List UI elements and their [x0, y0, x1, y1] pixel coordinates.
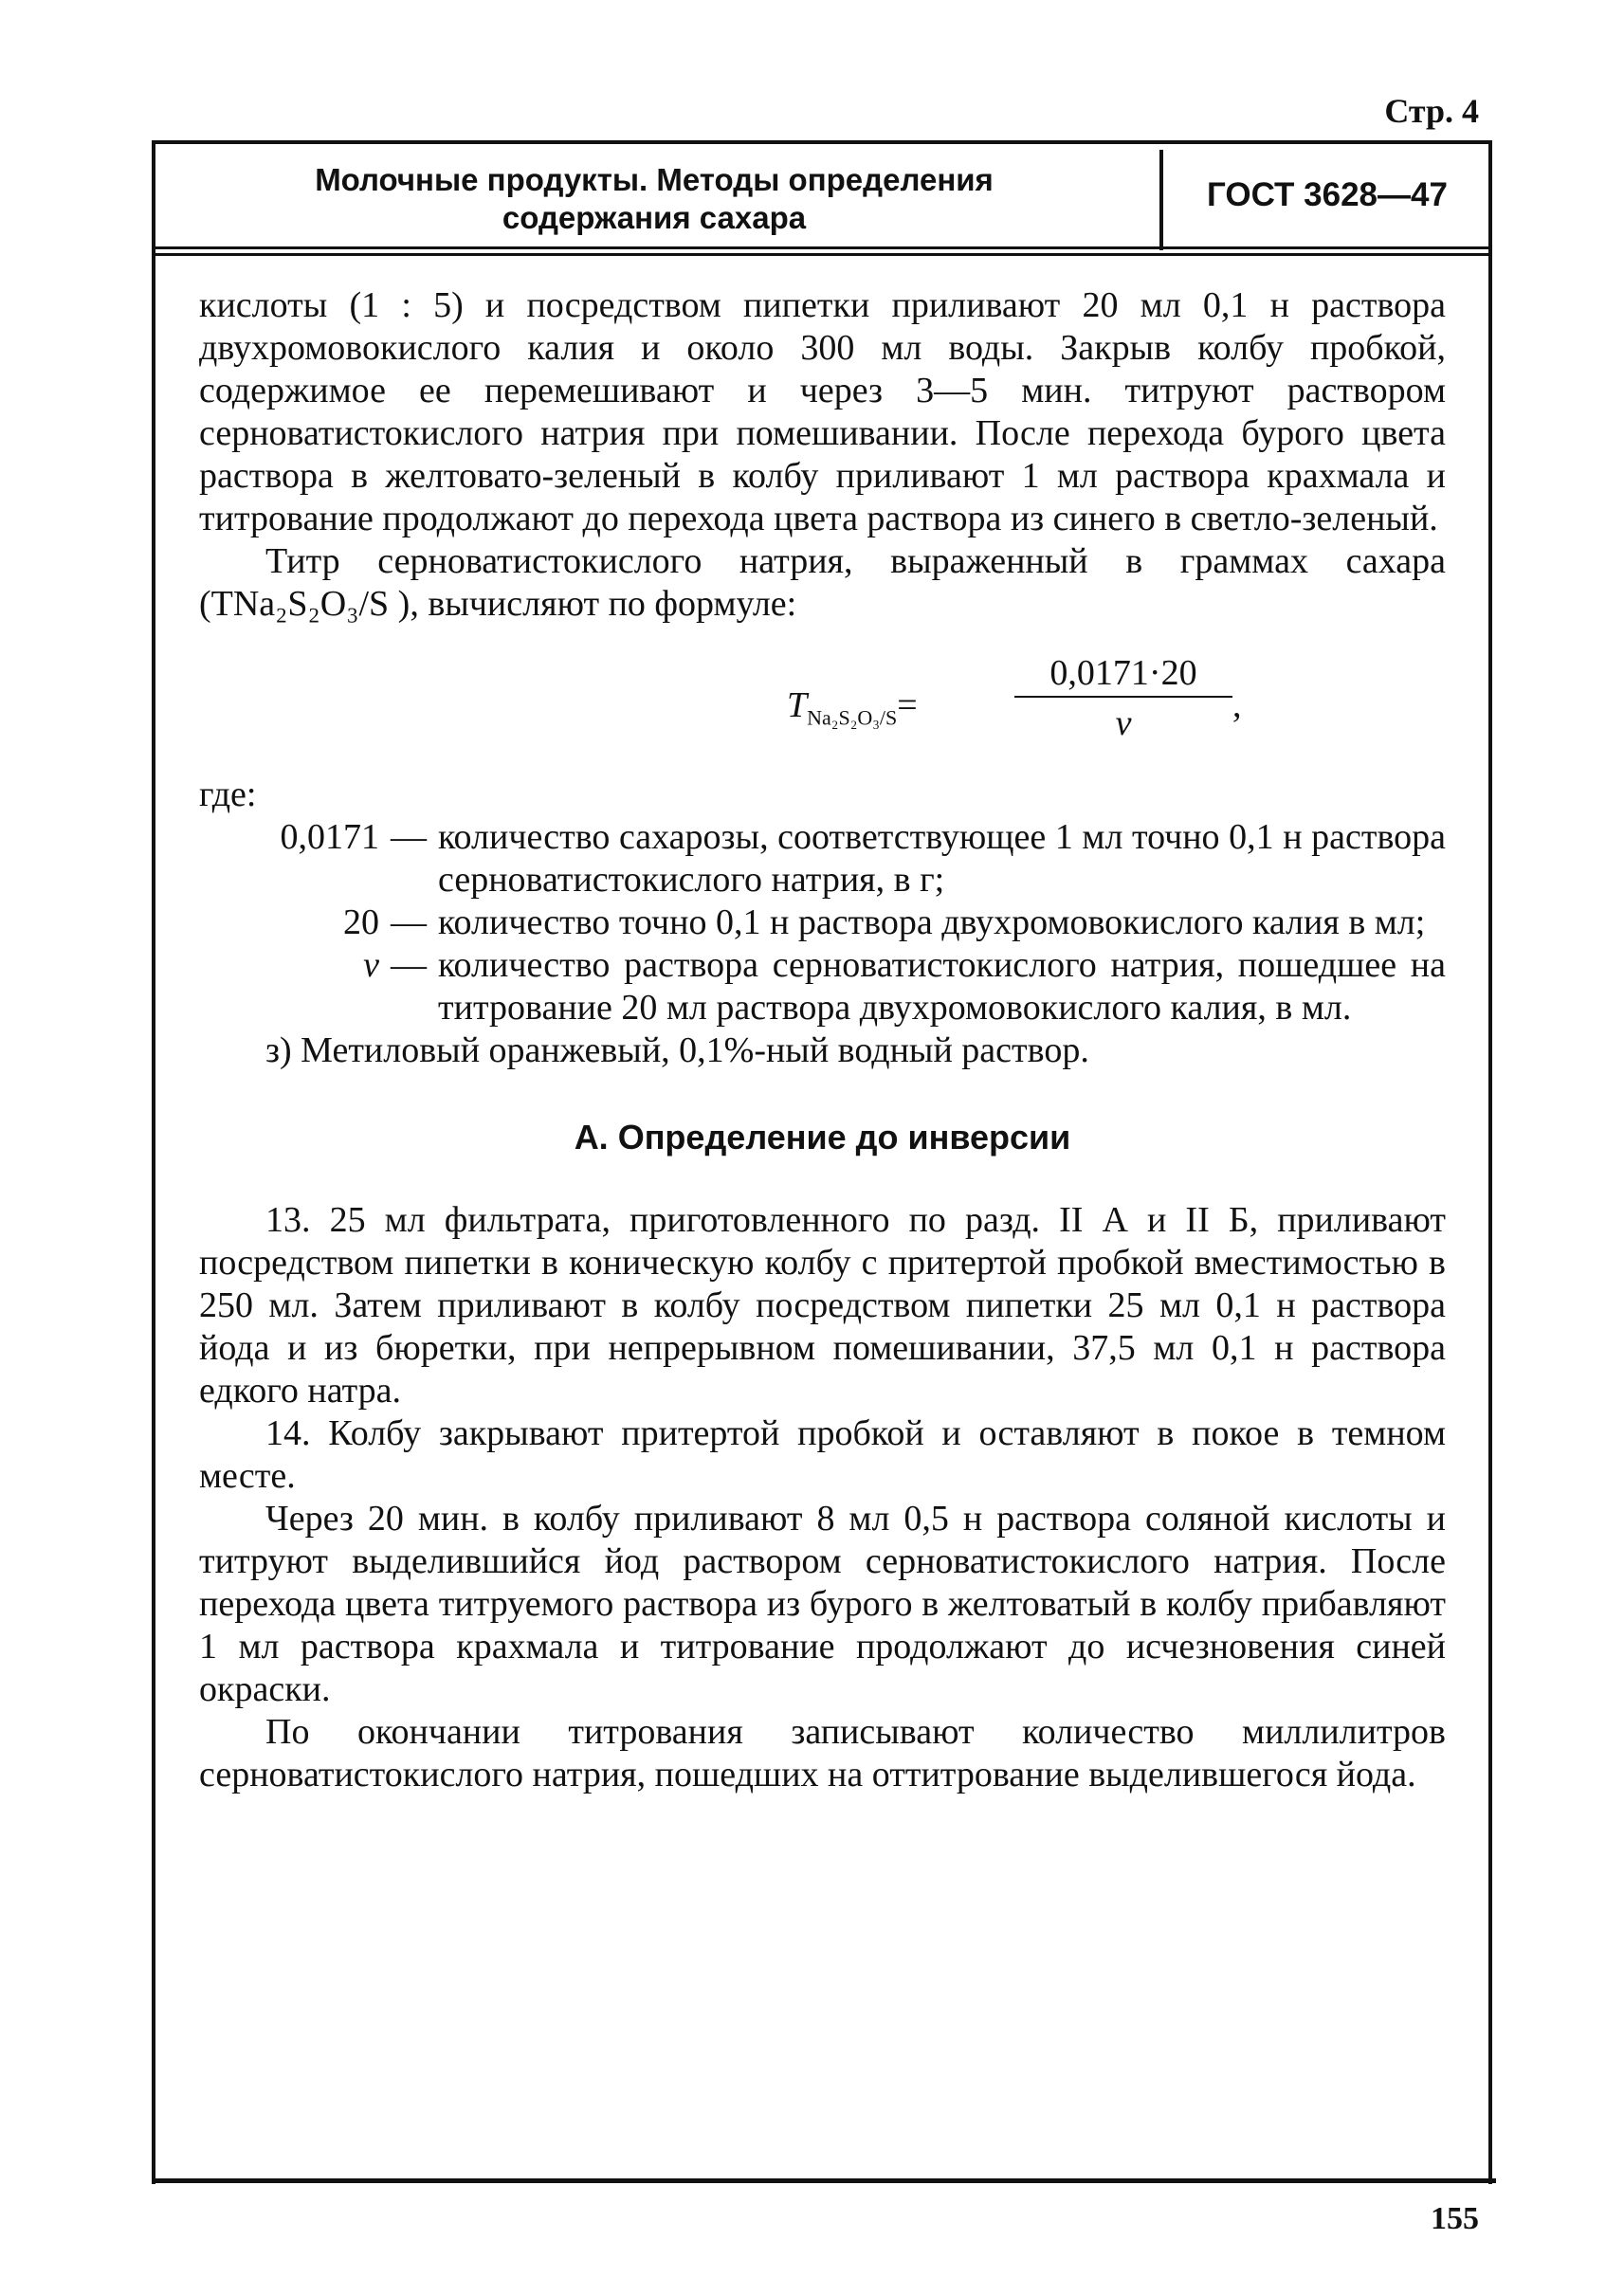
document-header	[152, 144, 1492, 254]
paragraph-titer: Титр серноватистокислого натрия, выраженный в граммах сахара (TNa₂S₂O₃/S ), вычисляют по формуле:	[199, 541, 1446, 624]
formula-numerator: 0,0171·20	[1014, 650, 1232, 698]
page-label: Стр. 4	[1384, 92, 1479, 130]
definition-dash: —	[391, 817, 427, 857]
paragraph-16: По окончании титрования записывают количество миллилитров серноватистокислого натрия, пошедших на оттитрование выделившегося йода.	[199, 1712, 1446, 1794]
definition-text: количество сахарозы, соответствующее 1 мл точно 0,1 н раствора серноватистокислого натрия, в г;	[438, 817, 1446, 900]
page-content	[199, 284, 1446, 1796]
header-divider	[1159, 150, 1163, 250]
where-label: где:	[199, 774, 257, 814]
definition-item	[199, 944, 1446, 1029]
definition-key: 20	[343, 902, 379, 942]
section-heading: А. Определение до инверсии	[574, 1118, 1071, 1157]
header-rule-top	[152, 246, 1492, 249]
definition-item	[199, 902, 1446, 944]
standard-code: ГОСТ 3628—47	[1207, 176, 1448, 213]
titer-formula	[199, 650, 1446, 762]
header-title-line-2: содержания сахара	[502, 200, 807, 235]
header-title-line-1: Молочные продукты. Методы определения	[315, 162, 994, 197]
definition-dash: —	[391, 945, 427, 985]
header-rule-bottom	[152, 253, 1492, 256]
formula-fraction	[1014, 650, 1232, 749]
formula-symbol: T	[787, 685, 808, 725]
formula-equals: =	[897, 685, 918, 725]
definition-key: 0,0171	[280, 817, 379, 857]
definition-text: количество точно 0,1 н раствора двухромовокислого калия в мл;	[438, 902, 1426, 942]
definition-item	[199, 816, 1446, 902]
definitions-list	[199, 816, 1446, 1029]
formula-subscript: Na₂S₂O₃/S	[807, 705, 898, 730]
definition-dash: —	[391, 902, 427, 942]
formula-lhs	[787, 684, 918, 731]
paragraph-continuation: кислоты (1 : 5) и посредством пипетки приливают 20 мл 0,1 н раствора двухромовокислого калия и около 300 мл воды. Закрыв колбу пробкой, содержимое ее перемешивают и через 3—5 мин. титруют раствором серноватистокислого натрия при помешивании. После перехода бурого цвета раствора в желтовато-зеленый в колбу приливают 1 мл раствора крахмала и титрование продолжают до перехода цвета раствора из синего в светло-зеленый.	[199, 285, 1446, 538]
frame-bottom-rule	[152, 2178, 1496, 2183]
page-number: 155	[1431, 2201, 1479, 2236]
definition-key: v	[363, 945, 379, 985]
item-z: з) Метиловый оранжевый, 0,1%-ный водный раствор.	[265, 1030, 1089, 1070]
formula-denominator: v	[1115, 703, 1132, 743]
definition-text: количество раствора серноватистокислого натрия, пошедшее на титрование 20 мл раствора двухромовокислого калия, в мл.	[438, 945, 1446, 1028]
paragraph-14: 14. Колбу закрывают притертой пробкой и оставляют в покое в темном месте.	[199, 1413, 1446, 1496]
header-title	[152, 161, 1157, 237]
paragraph-13: 13. 25 мл фильтрата, приготовленного по разд. II А и II Б, приливают посредством пипетки в коническую колбу с притертой пробкой вместимостью в 250 мл. Затем приливают в колбу посредством пипетки 25 мл 0,1 н раствора йода и из бюретки, при непрерывном помешивании, 37,5 мл 0,1 н раствора едкого натра.	[199, 1200, 1446, 1411]
formula-tail: ,	[1232, 685, 1242, 725]
paragraph-15: Через 20 мин. в колбу приливают 8 мл 0,5 н раствора соляной кислоты и титруют выделившийся йод раствором серноватистокислого натрия. После перехода цвета титруемого раствора из бурого в желтоватый в колбу прибавляют 1 мл раствора крахмала и титрование продолжают до исчезновения синей окраски.	[199, 1499, 1446, 1709]
